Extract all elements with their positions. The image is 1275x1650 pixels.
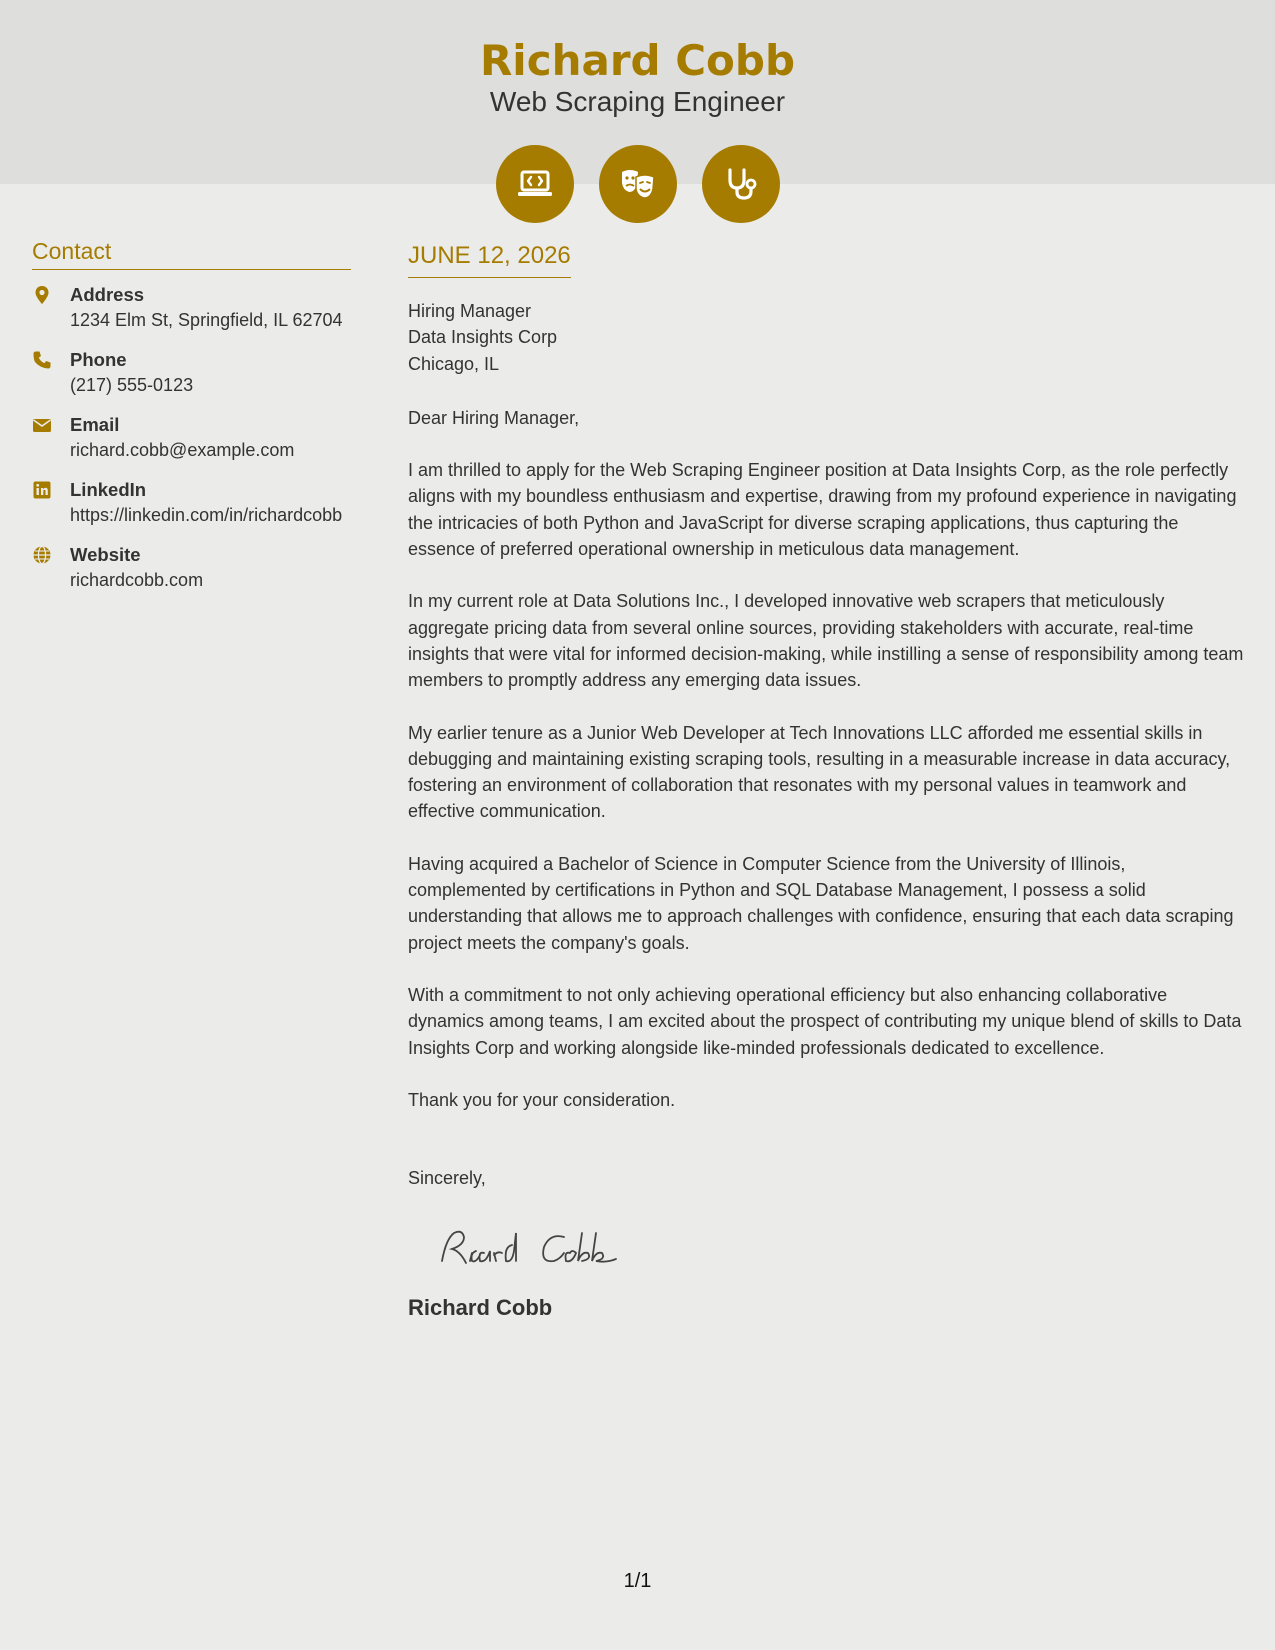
globe-icon <box>32 542 70 565</box>
recipient-line: Hiring Manager <box>408 301 532 321</box>
contact-value: 1234 Elm St, Springfield, IL 62704 <box>70 310 343 330</box>
laptop-code-icon <box>496 145 574 223</box>
theater-masks-icon <box>599 145 677 223</box>
letter-body <box>408 240 1248 1322</box>
letter-date: JUNE 12, 2026 <box>408 240 571 278</box>
letter-paragraph: With a commitment to not only achieving operational efficiency but also enhancing collaborative dynamics among teams, I am excited about the prospect of contributing my unique blend of skills to Data Insights Corp and working alongside like-minded professionals dedicated to excellence. <box>408 984 1242 1058</box>
contact-email <box>32 412 351 463</box>
contact-label: LinkedIn <box>70 479 147 500</box>
contact-label: Website <box>70 544 141 565</box>
contact-linkedin <box>32 477 351 528</box>
page-number: 1/1 <box>623 1570 652 1592</box>
contact-value: richard.cobb@example.com <box>70 440 295 460</box>
contact-label: Phone <box>70 349 127 370</box>
signed-name: Richard Cobb <box>408 1295 553 1321</box>
recipient-line: Data Insights Corp <box>408 327 558 348</box>
contact-sidebar <box>32 238 351 607</box>
closing: Sincerely, <box>408 1168 486 1189</box>
contact-value: (217) 555-0123 <box>70 375 194 395</box>
letter-paragraph: In my current role at Data Solutions Inc., I developed innovative web scrapers that meticulously aggregate pricing data from several online sources, providing stakeholders with accurate, real-time insights that were vital for informed decision-making, while instilling a sense of responsibility among team members to promptly address any emerging data issues. <box>408 591 1244 691</box>
stethoscope-icon <box>702 145 780 223</box>
contact-address <box>32 282 351 333</box>
letter-paragraph: My earlier tenure as a Junior Web Developer at Tech Innovations LLC afforded me essential skills in debugging and maintaining existing scraping tools, resulting in a measurable increase in data accuracy, fostering an environment of collaboration that resonates with my personal values in teamwork and effective communication. <box>408 722 1231 822</box>
linkedin-icon <box>32 477 70 500</box>
contact-website <box>32 542 351 593</box>
salutation: Dear Hiring Manager, <box>408 407 580 428</box>
contact-list <box>32 282 351 593</box>
contact-heading: Contact <box>32 238 351 270</box>
handwritten-signature <box>436 1221 1248 1277</box>
recipient-block <box>408 298 1248 377</box>
contact-value[interactable]: richardcobb.com <box>70 570 204 590</box>
phone-icon <box>32 347 70 370</box>
letter-paragraph: Having acquired a Bachelor of Science in Computer Science from the University of Illinois, complemented by certifications in Python and SQL Database Management, I possess a solid understanding that allows me to approach challenges with confidence, ensuring that each data scraping project meets the company's goals. <box>408 853 1234 953</box>
contact-label: Email <box>70 414 120 435</box>
recipient-line: Chicago, IL <box>408 353 500 374</box>
letter-paragraph: I am thrilled to apply for the Web Scraping Engineer position at Data Insights Corp, as the role perfectly aligns with my boundless enthusiasm and expertise, drawing from my profound experience in navigating the intricacies of both Python and JavaScript for diverse scraping applications, thus capturing the essence of preferred operational ownership in meticulous data management. <box>408 460 1237 560</box>
map-pin-icon <box>32 282 70 305</box>
applicant-name: Richard Cobb <box>479 36 796 85</box>
contact-phone <box>32 347 351 398</box>
job-title: Web Scraping Engineer <box>489 86 786 117</box>
contact-value[interactable]: https://linkedin.com/in/richardcobb <box>70 505 343 525</box>
envelope-icon <box>32 412 70 435</box>
letter-paragraph: Thank you for your consideration. <box>408 1089 676 1110</box>
contact-label: Address <box>70 284 145 305</box>
interest-icons <box>0 145 1275 223</box>
